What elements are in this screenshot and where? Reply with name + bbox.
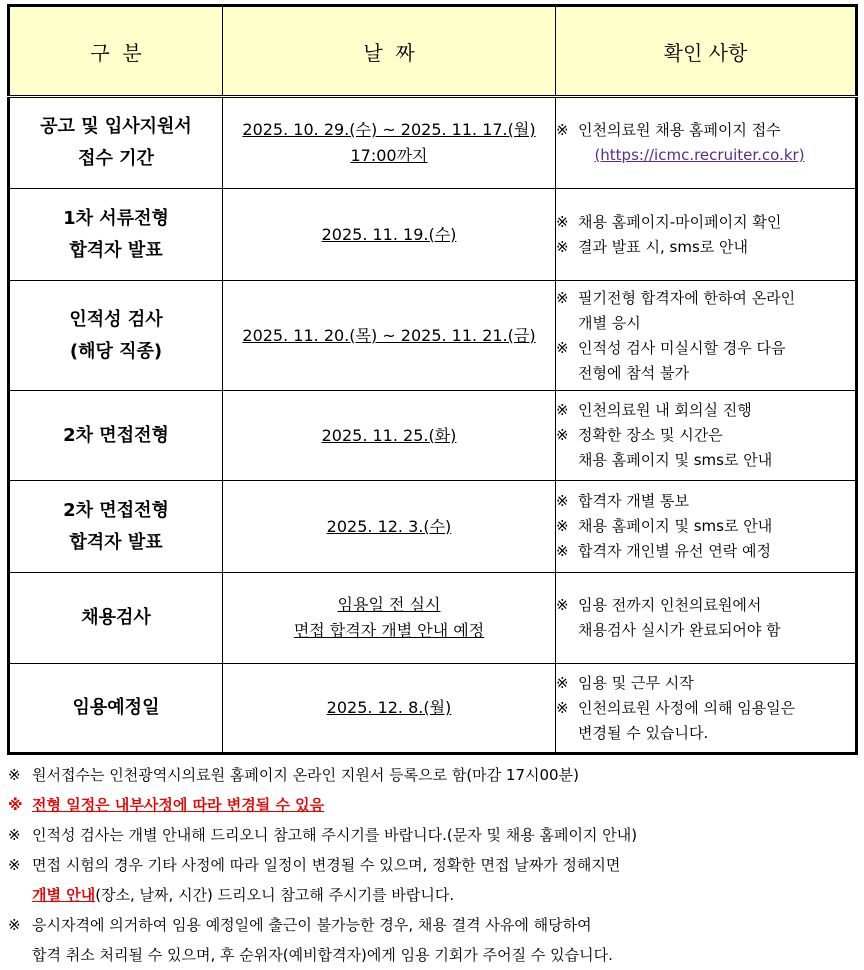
reference-mark: ※ (556, 121, 569, 139)
category-line: (해당 직종) (69, 340, 163, 362)
footnote-3: ※ 인적성 검사는 개별 안내해 드리오니 참고해 주시기를 바랍니다.(문자 및 채용 홈페이지 안내) (8, 826, 638, 844)
date-line: 임용일 전 실시 (337, 595, 441, 614)
row-category (9, 573, 223, 664)
header-date: 날 짜 (223, 6, 556, 97)
note-item: ※ 합격자 개별 통보 (556, 492, 689, 510)
row-category (9, 281, 223, 391)
table-row (9, 573, 857, 664)
row-date (223, 573, 556, 664)
date-line: 17:00까지 (350, 146, 428, 165)
date-line: 2025. 11. 20.(목) ~ 2025. 11. 21.(금) (242, 325, 536, 345)
header-notes: 확인 사항 (556, 6, 857, 97)
note-item: ※ 인천의료원 사정에 의해 임용일은 변경될 수 있습니다. (556, 698, 796, 742)
note-item: ※ 인천의료원 내 회의실 진행 (556, 401, 752, 419)
category-line: 인적성 검사 (69, 308, 163, 330)
category-line: 공고 및 입사지원서 (40, 116, 192, 137)
row-notes (556, 97, 857, 189)
reference-mark: ※ (8, 766, 21, 784)
date-line: 면접 합격자 개별 안내 예정 (293, 621, 485, 640)
recruit-site-link[interactable]: (https://icmc.recruiter.co.kr) (594, 146, 805, 164)
footnote-5-cont: 합격 취소 처리될 수 있으며, 후 순위자(예비합격자)에게 임용 기회가 주어질 수 있습니다. (32, 946, 613, 964)
note-item: ※ 채용 홈페이지-마이페이지 확인 (556, 212, 782, 231)
category-line: 임용예정일 (72, 697, 160, 718)
table-row (9, 97, 857, 189)
table-row (9, 664, 857, 754)
category-line: 합격자 발표 (69, 239, 163, 261)
footnotes (8, 760, 858, 970)
date-line: 2025. 11. 19.(수) (321, 224, 457, 244)
row-date (223, 391, 556, 481)
row-notes (556, 189, 857, 281)
note-item: ※ 필기전형 합격자에 한하여 온라인 개별 응시 (556, 288, 796, 332)
row-date (223, 281, 556, 391)
date-line: 2025. 11. 25.(화) (321, 425, 457, 445)
table-row (9, 189, 857, 281)
note-item: ※ 채용 홈페이지 및 sms로 안내 (556, 517, 773, 535)
category-line: 채용검사 (81, 607, 151, 628)
row-notes (556, 391, 857, 481)
row-date (223, 481, 556, 573)
category-line: 합격자 발표 (69, 531, 163, 553)
note-item: ※ 합격자 개인별 유선 연락 예정 (556, 542, 771, 560)
category-line: 1차 서류전형 (63, 207, 169, 229)
row-category (9, 97, 223, 189)
note-item: ※ 정확한 장소 및 시간은 채용 홈페이지 및 sms로 안내 (556, 426, 773, 469)
date-line: 2025. 12. 3.(수) (326, 516, 452, 536)
date-line: 2025. 10. 29.(수) ~ 2025. 11. 17.(월) (242, 120, 536, 139)
row-category (9, 664, 223, 754)
note-item: ※ 임용 및 근무 시작 (556, 673, 694, 692)
header-row (9, 6, 857, 97)
row-date (223, 664, 556, 754)
footnote-4: ※ 면접 시험의 경우 기타 사정에 따라 일정이 변경될 수 있으며, 정확한 면접 날짜가 정해지면 (8, 856, 621, 874)
note-item: ※ 인적성 검사 미실시할 경우 다음 전형에 참석 불가 (556, 338, 786, 382)
row-notes (556, 664, 857, 754)
row-notes (556, 281, 857, 391)
row-category (9, 189, 223, 281)
note-item: ※ 인천의료원 채용 홈페이지 접수 (556, 118, 855, 143)
footnote-2: ※ 전형 일정은 내부사정에 따라 변경될 수 있음 (8, 796, 325, 814)
row-date (223, 97, 556, 189)
category-line: 2차 면접전형 (63, 499, 169, 521)
row-category (9, 481, 223, 573)
row-category (9, 391, 223, 481)
footnote-4-cont: 개별 안내(장소, 날짜, 시간) 드리오니 참고해 주시기를 바랍니다. (32, 886, 455, 904)
schedule-table (7, 4, 858, 755)
note-item: ※ 임용 전까지 인천의료원에서 채용검사 실시가 완료되어야 함 (556, 596, 781, 639)
category-line: 2차 면접전형 (63, 424, 169, 446)
row-notes (556, 481, 857, 573)
table-row (9, 391, 857, 481)
row-date (223, 189, 556, 281)
category-line: 접수 기간 (78, 148, 154, 169)
footnote-1: ※ 원서접수는 인천광역시의료원 홈페이지 온라인 지원서 등록으로 함(마감 17시00분) (8, 760, 858, 790)
header-category: 구 분 (9, 6, 223, 97)
note-item: ※ 결과 발표 시, sms로 안내 (556, 237, 749, 256)
table-row (9, 281, 857, 391)
row-notes (556, 573, 857, 664)
individual-notice-emphasis: 개별 안내 (32, 886, 96, 904)
table-row (9, 481, 857, 573)
date-line: 2025. 12. 8.(월) (326, 698, 452, 717)
footnote-5: ※ 응시자격에 의거하여 임용 예정일에 출근이 불가능한 경우, 채용 결격 사유에 해당하여 (8, 916, 592, 934)
